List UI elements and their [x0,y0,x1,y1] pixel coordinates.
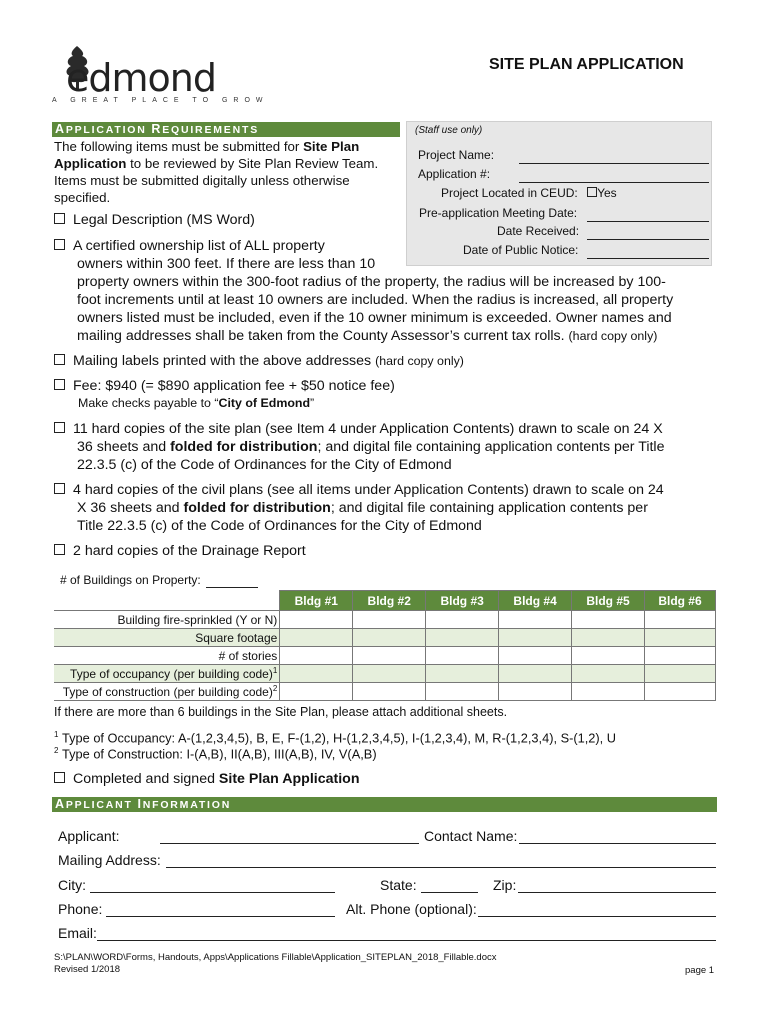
legal-description-item: Legal Description (MS Word) [54,211,255,229]
logo-wordmark: edmond [66,56,216,100]
applicant-information-header: APPLICANT INFORMATION [52,797,717,812]
public-notice-label: Date of Public Notice: [463,243,579,257]
table-row [54,665,716,683]
state-field[interactable] [421,878,478,893]
column-header: Bldg #6 [644,591,715,611]
table-cell[interactable] [426,629,499,647]
table-cell[interactable] [353,629,426,647]
table-cell[interactable] [572,647,645,665]
staff-use-note: (Staff use only) [415,125,483,136]
fee-checkbox[interactable] [54,379,65,390]
row-label: Building fire-sprinkled (Y or N) [54,611,280,629]
date-received-label: Date Received: [497,224,580,238]
table-cell[interactable] [353,665,426,683]
ownership-list-checkbox[interactable] [54,239,65,250]
row-label: Type of construction (per building code)$^2$ [54,683,280,701]
building-table-header [54,591,716,611]
table-cell[interactable] [572,683,645,701]
row-label: Square footage [54,629,280,647]
table-cell[interactable] [644,683,715,701]
table-row [54,629,716,647]
applicant-label: Applicant: [58,828,120,844]
column-header: Bldg #2 [353,591,426,611]
mailing-labels-item: Mailing labels printed with the above addresses (hard copy only) [54,352,464,370]
table-cell[interactable] [353,611,426,629]
site-plan-copies-checkbox[interactable] [54,422,65,433]
table-cell[interactable] [572,629,645,647]
mailing-labels-checkbox[interactable] [54,354,65,365]
application-number-field[interactable] [519,168,709,183]
table-cell[interactable] [280,647,353,665]
table-cell[interactable] [353,647,426,665]
table-cell[interactable] [426,665,499,683]
table-cell[interactable] [280,665,353,683]
table-row [54,683,716,701]
preapp-date-label: Pre-application Meeting Date: [419,206,578,220]
table-cell[interactable] [426,683,499,701]
phone-field[interactable] [106,902,335,917]
edmond-logo [52,44,269,110]
fee-item: Fee: $940 (= $890 application fee + $50 notice fee) [54,377,395,395]
completed-application-checkbox[interactable] [54,772,65,783]
table-cell[interactable] [499,647,572,665]
state-label: State: [380,877,417,893]
table-cell[interactable] [572,611,645,629]
ownership-list-item: A certified ownership list of ALL property owners within 300 feet. If there are less than 10 property owners within the 300-foot radius of the property, the radius will be increased by 100- foot increments until at least 10 owners are included. When the radius is increased, all property owners listed must be included, even if the 10 owner minimum is exceeded. Owner names and mailing addresses shall be taken from the County Assessor’s current tax rolls. (hard copy only) [54,237,714,345]
logo-tagline: A GREAT PLACE TO GROW [52,97,269,104]
column-header: Bldg #1 [280,591,353,611]
civil-plans-item: 4 hard copies of the civil plans (see all items under Application Contents) drawn to scale on 24 X 36 sheets and folded for distribution; and digital file containing application contents per Title 22.3.5 (c) of the Code of Ordinances for the City of Edmond [54,481,724,535]
table-cell[interactable] [353,683,426,701]
column-header: Bldg #5 [572,591,645,611]
table-row [54,611,716,629]
contact-name-label: Contact Name: [424,828,518,844]
application-number-label: Application #: [418,167,491,181]
num-buildings-field[interactable] [206,573,258,588]
table-cell[interactable] [499,665,572,683]
drainage-report-item: 2 hard copies of the Drainage Report [54,542,306,560]
table-cell[interactable] [572,665,645,683]
project-name-field[interactable] [519,149,709,164]
table-cell[interactable] [644,647,715,665]
table-cell[interactable] [426,647,499,665]
table-cell[interactable] [644,629,715,647]
completed-application-item: Completed and signed Site Plan Application [54,770,360,788]
table-cell[interactable] [280,611,353,629]
footer-file-path: S:\PLAN\WORD\Forms, Handouts, Apps\Applications Fillable\Application_SITEPLAN_2018_Fillable.docx [54,952,497,963]
ceud-label: Project Located in CEUD: Yes [441,186,617,200]
drainage-report-checkbox[interactable] [54,544,65,555]
page-title: SITE PLAN APPLICATION [489,56,684,73]
column-header: Bldg #4 [499,591,572,611]
requirements-intro: The following items must be submitted for Site Plan Application to be reviewed by Site Plan Review Team. Items must be submitted digitally unless otherwise specified. [54,139,379,205]
checks-payable-note: Make checks payable to “City of Edmond” [78,396,315,410]
table-cell[interactable] [280,683,353,701]
table-cell[interactable] [644,611,715,629]
table-cell[interactable] [426,611,499,629]
city-label: City: [58,877,86,893]
mailing-address-field[interactable] [166,853,716,868]
table-cell[interactable] [644,665,715,683]
table-note: If there are more than 6 buildings in the Site Plan, please attach additional sheets. [54,705,508,719]
project-name-label: Project Name: [418,148,495,162]
zip-label: Zip: [493,877,517,893]
table-row [54,647,716,665]
row-label: # of stories [54,647,280,665]
ceud-yes-checkbox[interactable] [587,187,597,197]
table-cell[interactable] [499,611,572,629]
table-cell[interactable] [280,629,353,647]
email-field[interactable] [97,926,716,941]
phone-label: Phone: [58,901,103,917]
column-header: Bldg #3 [426,591,499,611]
application-requirements-header: APPLICATION REQUIREMENTS [52,122,400,137]
site-plan-copies-item: 11 hard copies of the site plan (see Item 4 under Application Contents) drawn to scale on 24 X 36 sheets and folded for distribution; and digital file containing application contents per Title 22.3.5 (c) of the Code of Ordinances for the City of Edmond [54,420,724,474]
legal-description-checkbox[interactable] [54,213,65,224]
footer-page-number: page 1 [685,965,715,976]
preapp-date-field[interactable] [587,207,709,222]
civil-plans-checkbox[interactable] [54,483,65,494]
contact-name-field[interactable] [519,829,716,844]
footnote-occupancy: $^1$ Type of Occupancy: A-(1,2,3,4,5), B, E, F-(1,2), H-(1,2,3,4,5), I-(1,2,3,4), M, R-(1,2,3,4), S-(1,2), U [54,730,617,746]
footnote-construction: $^2$ Type of Construction: I-(A,B), II(A,B), III(A,B), IV, V(A,B) [54,746,377,762]
table-cell[interactable] [499,683,572,701]
building-table [54,590,716,701]
city-field[interactable] [90,878,335,893]
row-label: Type of occupancy (per building code)$^1$ [54,665,280,683]
applicant-field[interactable] [160,829,419,844]
alt-phone-field[interactable] [478,902,716,917]
mailing-address-label: Mailing Address: [58,852,161,868]
alt-phone-label: Alt. Phone (optional): [346,901,477,917]
num-buildings-label: # of Buildings on Property: [60,573,201,587]
footer-revised: Revised 1/2018 [54,964,121,975]
email-label: Email: [58,925,97,941]
zip-field[interactable] [518,878,716,893]
table-cell[interactable] [499,629,572,647]
